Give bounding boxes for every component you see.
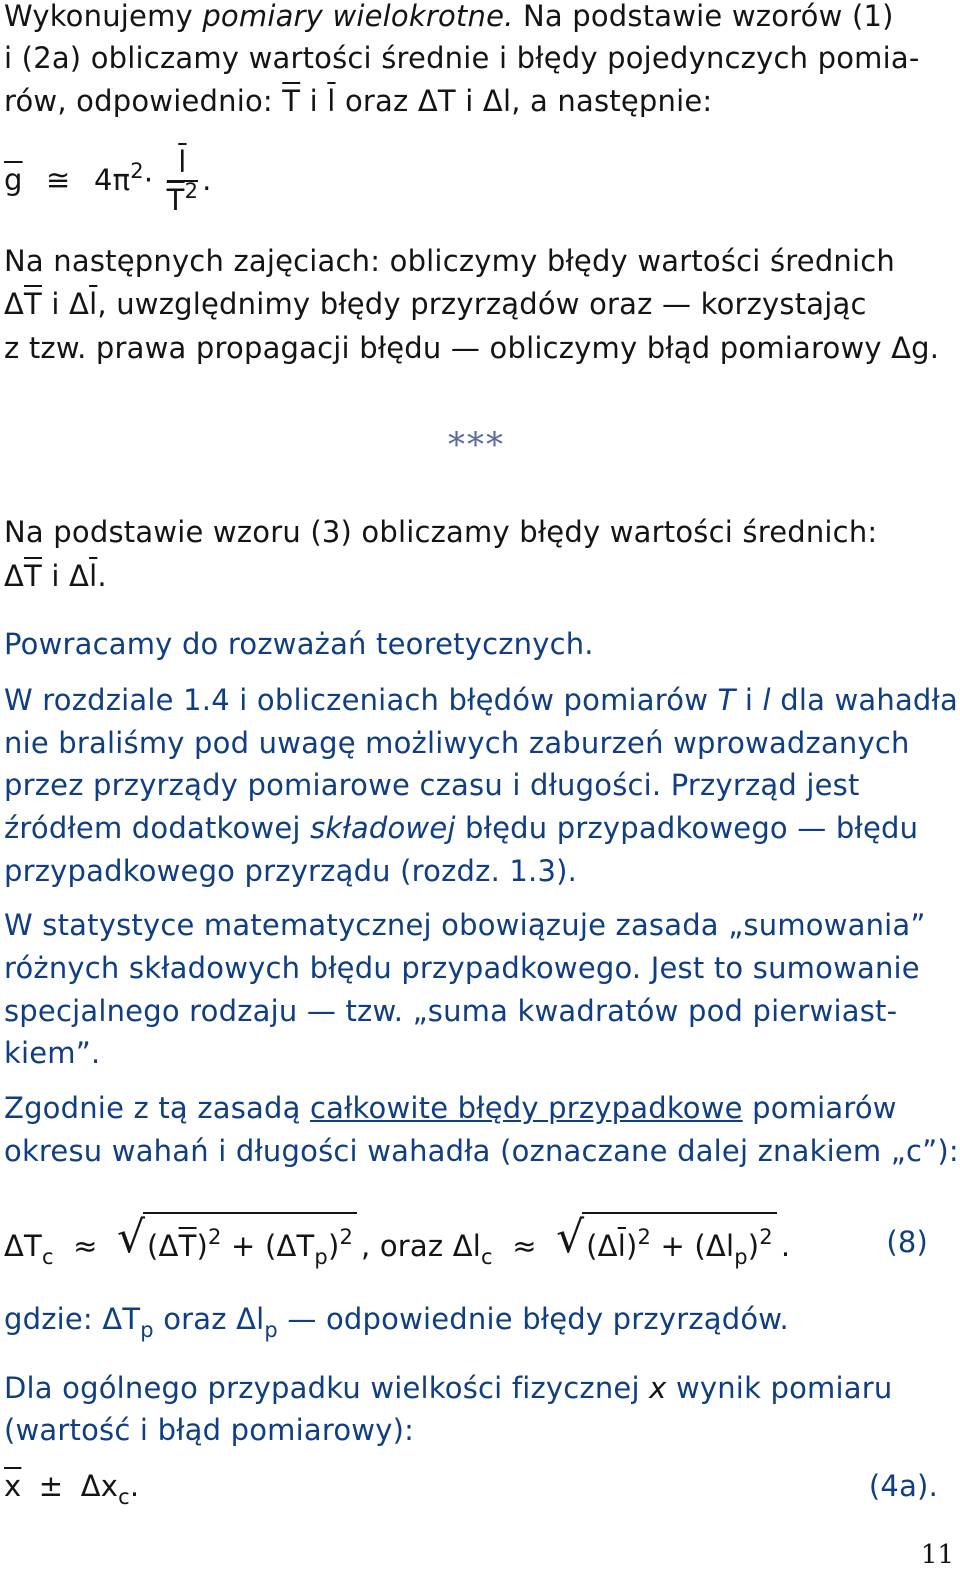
text: Δ <box>4 559 25 593</box>
p4-line1: Powracamy do rozważań teoretycznych. <box>4 627 594 661</box>
text: i <box>300 84 328 118</box>
text: i Δ <box>41 287 90 321</box>
p5-line2: nie braliśmy pod uwagę możliwych zaburzeń wprowadzanych <box>4 726 910 760</box>
text: Dla ogólnego przypadku wielkości fizycznej <box>4 1371 650 1405</box>
text: pomiarów <box>742 1091 897 1125</box>
p5-line4 <box>4 808 918 848</box>
text: ) <box>327 1229 340 1263</box>
subscript: c <box>41 1245 54 1269</box>
symbol-l-mean: $\overline{l}$ <box>617 1229 626 1263</box>
symbol-l: l <box>762 683 771 717</box>
text: gdzie: ΔT <box>4 1302 141 1336</box>
text: Na podstawie wzorów (1) <box>513 0 894 33</box>
formula-g <box>4 140 212 223</box>
formula-8 <box>4 1212 944 1279</box>
p6-line2: różnych składowych błędu przypadkowego. Jest to sumowanie <box>4 951 920 985</box>
subscript: p <box>140 1318 154 1342</box>
formula-4a <box>4 1466 944 1509</box>
symbol-l-mean: $\overline{l}$ <box>89 287 98 321</box>
text: , uwzględnimy błędy przyrządów oraz — korzystając <box>97 287 867 321</box>
approx-sign: ≅ <box>46 163 71 197</box>
text: W rozdziale 1.4 i obliczeniach błędów pomiarów <box>4 683 718 717</box>
p5-line5: przypadkowego przyrządu (rozdz. 1.3). <box>4 854 578 888</box>
p5-line1 <box>4 680 958 720</box>
p1-line2: i (2a) obliczamy wartości średnie i błędy pojedynczych pomia- <box>4 41 920 75</box>
exponent: 2 <box>339 1225 354 1249</box>
p3-line2 <box>4 556 107 596</box>
subscript: p <box>734 1245 748 1269</box>
text: i <box>735 683 763 717</box>
subscript: p <box>314 1245 328 1269</box>
p9-line1 <box>4 1368 892 1408</box>
text: i Δ <box>41 559 90 593</box>
exponent: 2 <box>759 1225 773 1249</box>
text: , oraz <box>361 1229 453 1263</box>
equation-number: (4a). <box>868 1469 938 1503</box>
exponent: 2 <box>208 1225 222 1249</box>
plus-minus: ± <box>38 1469 64 1503</box>
sqrt-T <box>117 1212 357 1279</box>
p2-line2 <box>4 284 867 324</box>
text: dla wahadła <box>770 683 958 717</box>
exponent: 2 <box>130 159 144 183</box>
p7-line2: okresu wahań i długości wahadła (oznaczane dalej znakiem „c”): <box>4 1134 959 1168</box>
p3-line1: Na podstawie wzoru (3) obliczamy błędy wartości średnich: <box>4 515 878 549</box>
coefficient: 4π <box>93 163 131 197</box>
subscript: c <box>481 1245 493 1269</box>
text: Δ <box>4 287 25 321</box>
p5-line3: przez przyrządy pomiarowe czasu i długości. Przyrząd jest <box>4 768 860 802</box>
emphasis-pomiary: pomiary wielokrotne. <box>202 0 514 33</box>
dot: · <box>143 163 154 197</box>
symbol-g-mean: $\overline{g}$ <box>4 163 23 197</box>
text: oraz ΔT i Δl, a następnie: <box>335 84 713 118</box>
period: . <box>129 1469 140 1503</box>
text: źródłem dodatkowej <box>4 811 311 845</box>
p6-line1: W statystyce matematycznej obowiązuje zasada „sumowania” <box>4 908 926 942</box>
delta-x: Δx <box>80 1469 119 1503</box>
page-number: 11 <box>920 1540 954 1570</box>
text: ) <box>196 1229 209 1263</box>
symbol-x-mean: $\overline{x}$ <box>4 1469 22 1503</box>
p2-line3: z tzw. prawa propagacji błędu — obliczymy błąd pomiarowy Δg. <box>4 331 940 365</box>
text: ) <box>625 1229 638 1263</box>
symbol-T-mean: $\overline{T}$ <box>24 287 42 321</box>
subscript: p <box>264 1318 278 1342</box>
p1-line3 <box>4 81 712 121</box>
p6-line3: specjalnego rodzaju — tzw. „suma kwadratów pod pierwiast- <box>4 994 898 1028</box>
lhs-dTc: ΔT <box>4 1229 42 1263</box>
symbol-x: x <box>649 1371 667 1405</box>
text: Wykonujemy <box>4 0 203 33</box>
plus: + <box>660 1229 685 1263</box>
underlined-term: całkowite błędy przypadkowe <box>310 1091 743 1125</box>
text: . <box>97 559 107 593</box>
period: . <box>780 1229 791 1263</box>
text: Zgodnie z tą zasadą <box>4 1091 310 1125</box>
lhs-dlc: Δl <box>452 1229 482 1263</box>
text: (Δ <box>586 1229 618 1263</box>
p7-line1 <box>4 1088 897 1128</box>
text: wynik pomiaru <box>666 1371 893 1405</box>
text: ) <box>747 1229 760 1263</box>
text: oraz Δl <box>153 1302 265 1336</box>
exponent: 2 <box>637 1225 652 1249</box>
text: błędu przypadkowego — błędu <box>455 811 919 845</box>
exponent: 2 <box>184 178 199 203</box>
text: (Δ <box>147 1229 179 1263</box>
symbol-T-mean: $\overline{T}$ <box>178 1229 197 1263</box>
emphasis-skladowej: składowej <box>310 811 456 845</box>
sqrt-l <box>556 1212 777 1279</box>
approx-sign: ≈ <box>512 1229 537 1263</box>
section-separator: *** <box>448 425 505 465</box>
approx-sign: ≈ <box>73 1229 98 1263</box>
symbol-T-mean: $\overline{T}$ <box>24 559 42 593</box>
symbol-l-mean: $\overline{l}$ <box>89 559 98 593</box>
text: rów, odpowiednio: <box>4 84 283 118</box>
equation-number: (8) <box>886 1225 928 1259</box>
period: . <box>202 163 212 197</box>
p6-line4: kiem”. <box>4 1036 101 1070</box>
text: — odpowiednie błędy przyrządów. <box>277 1302 789 1336</box>
text: (ΔT <box>264 1229 315 1263</box>
numerator: $\overline{l}$ <box>178 144 187 179</box>
plus: + <box>231 1229 256 1263</box>
text: (Δl <box>694 1229 735 1263</box>
symbol-l-mean: $\overline{l}$ <box>327 84 336 118</box>
p8-line <box>4 1299 789 1342</box>
p9-line2: (wartość i błąd pomiarowy): <box>4 1413 415 1447</box>
symbol-T-mean: $\overline{T}$ <box>282 84 301 118</box>
p1-line1 <box>4 0 894 36</box>
symbol-T: T <box>717 683 736 717</box>
subscript: c <box>118 1485 130 1509</box>
p2-line1: Na następnych zajęciach: obliczymy błędy wartości średnich <box>4 244 895 278</box>
denominator: $\overline{T}$ <box>166 182 185 217</box>
fraction <box>167 144 198 221</box>
